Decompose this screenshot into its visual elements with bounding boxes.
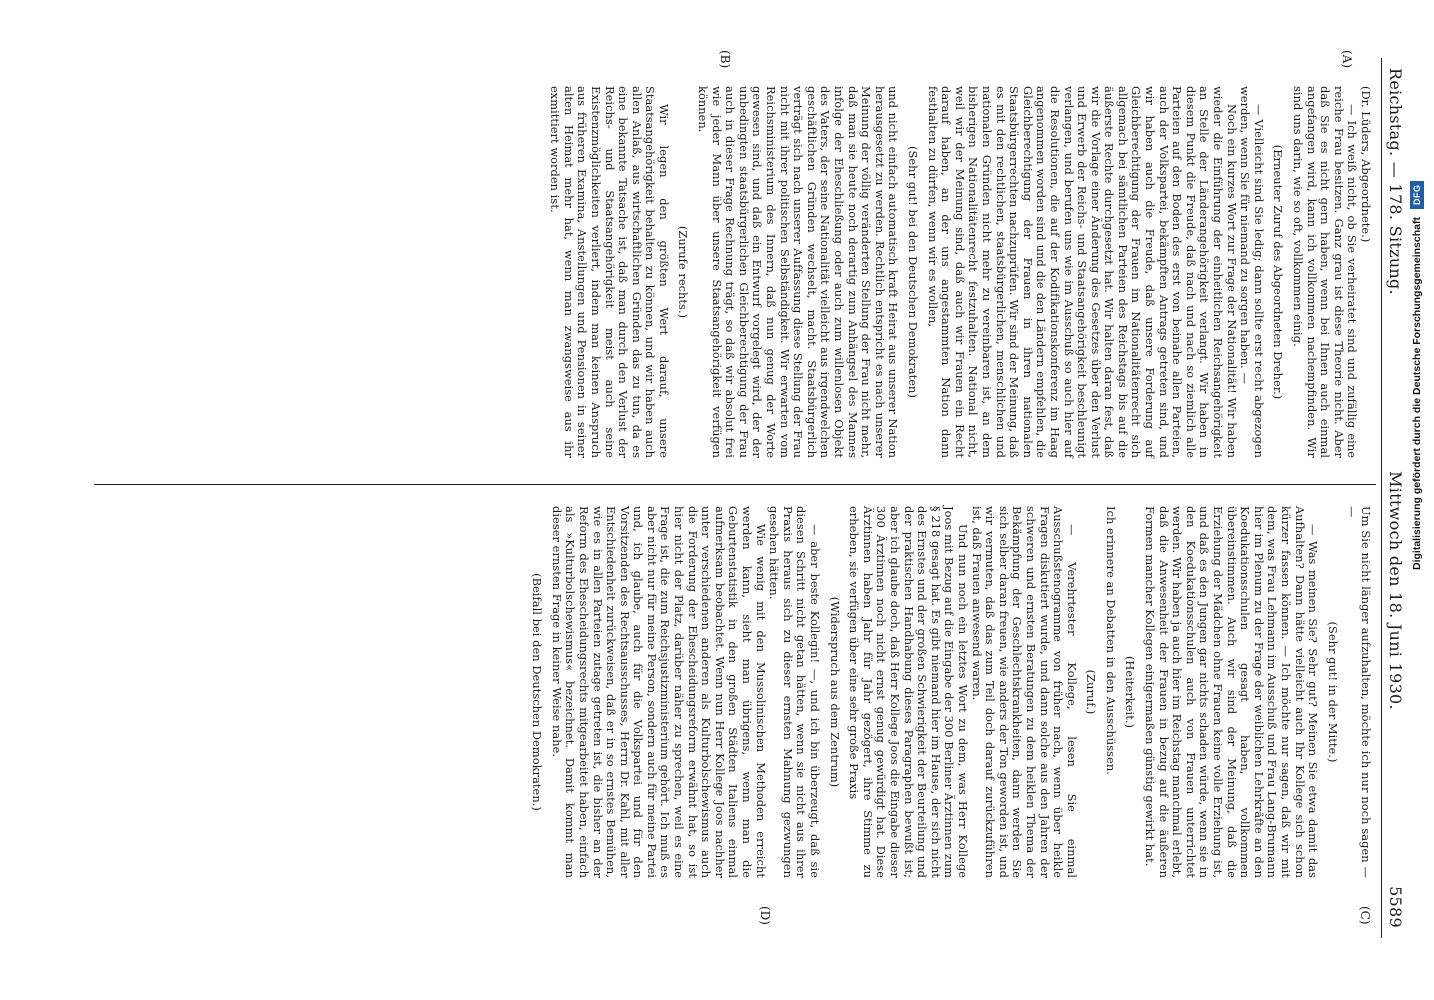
right-interjection: (Zuruf.) <box>1084 669 1099 715</box>
header-session: Reichstag. — 178. Sitzung. <box>1386 68 1405 295</box>
left-column <box>548 86 1372 458</box>
left-paragraph: — Vielleicht sind Sie ledig; dann sollte erst recht abgezogen werden, wenn Sie für niemand zu sorgen haben. — <box>1238 86 1266 458</box>
document-page <box>82 48 1412 948</box>
dfg-logo-icon: DFG <box>1410 181 1424 210</box>
header-rule <box>1381 58 1382 938</box>
margin-marker-a: (A) <box>1340 50 1354 69</box>
right-paragraph: Um Sie nicht länger aufzuhalten, möchte ich nur noch sagen — — <box>1345 506 1373 878</box>
right-paragraph: — Was meinen Sie? Sehr gut? Meinen Sie etwa damit das Aufhalten? Dann hätte vielleicht auch Ihr Kollege sich schon kürzer fassen können. — Ich möchte nur sagen, daß wir mit dem, was Frau Lehmann im Ausschuß und Frau Lang-Brumann hier im Plenum zu der Frage der weiblichen Lehrkräfte an den Koedukationsschulen gesagt haben, vollkommen übereinstimmen. Auch wir sind der Meinung, daß die Erziehung der Mädchen ohne Frauen keine volle Erziehung ist, und daß es den Jungen gar nichts schaden würde, wenn sie in den Koedukationsschulen auch von Frauen unterrichtet werden. Wir haben ja auch hier im Reichstag manchmal erlebt, daß die Anwesenheit der Frauen in bezug auf die äußeren Formen mancher Kollegen einigermaßen günstig gewirkt hat. <box>1143 506 1321 878</box>
right-paragraph: Und nun noch ein letztes Wort zu dem, was Herr Kollege Joos mit Bezug auf die Eingabe der 300 Berliner Ärztinnen zum § 218 gesagt hat. Es gibt niemand hier im Hause, der sich nicht des Ernstes und der großen Schwierigkeit der Beurteilung und der praktischen Handhabung dieses Paragraphen bewußt ist; aber ich glaube doch, daß Herr Kollege Joos die Eingabe dieser 300 Ärztinnen noch nicht ernst genug gewürdigt hat. Diese Ärztinnen haben Jahr für Jahr gezögert, ihre Stimme zu erheben, sie verfügen über eine sehr große Praxis <box>847 506 970 878</box>
left-paragraph: — Ich weiß nicht, ob Sie verheiratet sind und zufällig eine reiche Frau besitzen. Ganz grau ist diese Theorie nicht. Aber daß Sie es nicht gern haben, wenn bei Ihnen auch einmal angefangen wird, kann ich vollkommen nachempfinden. Wir sind uns darin, wie so oft, vollkommen einig. <box>1291 86 1360 458</box>
right-paragraph: Wie wenig mit den Mussolinischen Methoden erreicht werden kann, sieht man übrigens, wenn man die Geburtenstatistik in den großen Städten Italiens einmal aufmerksam beobachtet. Wenn nun Herr Kollege Joos nachher unter verschiedenen anderen als Kulturbolschewismus auch die Forderung der Ehescheidungsreform erwähnt hat, so ist hier nicht der Platz, darüber näher zu sprechen, weil es eine Frage ist, die zum Reichsjustizministerium gehört. Ich muß es aber nicht nur für meine Person, sondern auch für meine Partei und, ich glaube, auch für die Volkspartei und für den Vorsitzenden des Rechtsausschusses, Herrn Dr. Kahl, mit aller Entschiedenheit zurückweisen, daß er in so ernstes Bemühen, wie es in allen Parteien zutage getreten ist, die bisher an der Reform des Ehescheidungsrechts mitgearbeitet haben, einfach als »Kulturbolschewismus« bezeichnet. Damit kommt man dieser ernsten Frage in keiner Weise nahe. <box>549 506 768 878</box>
right-paragraph: — aber beste Kollegin! —, und ich bin überzeugt, daß sie diesen Schritt nicht getan hätten, wenn sie nicht aus ihrer Praxis heraus sich zu dieser ernsten Mahnung gezwungen gesehen hätten. <box>767 506 823 878</box>
margin-marker-b: (B) <box>718 50 732 69</box>
left-paragraph: und nicht einfach automatisch kraft Heirat aus unserer Nation herausgesetzt zu werden. Rechtlich entspricht es nach unserer Meinung der völlig veränderten Stellung der Frau nicht mehr, daß man sie heute noch derartig zum Anhängsel des Mannes infolge der Eheschließung oder auch zum willenlosen Objekt des Vaters, der seine Nationalität vielleicht aus irgendwelchen geschäftlichen Gründen wechselt, macht. Staatsbürgerlich verträgt sich nach unserer Auffassung diese Stellung der Frau nicht mit ihrer politischen Selbständigkeit. Wir erwarten vom Reichsministerium des Innern, daß nun genug der Worte gewesen sind, und daß ein Entwurf vorgelegt wird, der der unbedingten staatsbürgerlichen Gleichberechtigung der Frau auch in dieser Frage Rechnung trägt, so daß wir absolut frei wie jeder Mann über unsere Staatsangehörigkeit verfügen können. <box>696 86 901 458</box>
watermark-text: Digitalisierung gefördert durch die Deutsche Forschungsgemeinschaft <box>1411 217 1423 570</box>
column-divider <box>94 484 1376 485</box>
header-page-number: 5589 <box>1386 886 1405 928</box>
right-interjection: (Widerspruch aus dem Zentrum) <box>827 596 842 788</box>
digitization-watermark <box>1402 10 1432 570</box>
right-paragraph: Ich erinnere an Debatten in den Ausschüssen. <box>1103 506 1118 775</box>
left-interjection: (Erneuter Zuruf des Abgeordneten Dreher.) <box>1271 144 1286 400</box>
header-date: Mittwoch den 18. Juni 1930. <box>1386 471 1405 710</box>
left-interjection: (Zurufe rechts.) <box>676 225 691 319</box>
right-interjection: (Beifall bei den Deutschen Demokraten.) <box>530 573 545 811</box>
right-column <box>524 506 1372 878</box>
margin-marker-c: (C) <box>1358 906 1372 925</box>
left-paragraph: Noch ein kurzes Wort zur Frage der Nationalität! Wir haben wieder die Einführung der einheitlichen Reichsangehörigkeit an Stelle der Länderangehörigkeit verlangt. Wir haben in diesem Punkt die Freude, daß nach und nach so ziemlich alle Parteien auf den Boden des erst von beinahe allen Parteien, auch der Volkspartei, bekämpften Antrags getreten sind, und wir haben auch die Freude, daß unsere Forderung auf Gleichberechtigung der Frauen im Nationalitätenrecht sich allgemach bei sämtlichen Parteien des Reichstags bis auf die äußerste Rechte durchgesetzt hat. Wir halten daran fest, daß wir die Vorlage einer Änderung des Gesetzes über den Verlust und Erwerb der Reichs- und Staatsangehörigkeit beschleunigt verlangen, und berufen uns wie im Ausschuß so auch hier auf die Resolutionen, die auf der Kodifikationskonferenz im Haag angenommen worden sind und die den Ländern empfehlen, die Gleichberechtigung der Frauen in ihren nationalen Staatsbürgerrechten nachzuprüfen. Wir sind der Meinung, daß es mit den rechtlichen, staatsbürgerlichen, menschlichen und nationalen Gründen nicht mehr zu vereinbaren ist, an dem bisherigen Nationalitätenrecht festzuhalten. National nicht, weil wir der Meinung sind, daß auch wir Frauen ein Recht darauf haben, an der uns angestammten Nation dann festhalten zu dürfen, wenn wir es wollen, <box>925 86 1239 458</box>
right-interjection: (Heiterkeit.) <box>1123 655 1138 729</box>
left-interjection: (Sehr gut! bei den Deutschen Demokraten) <box>906 146 920 398</box>
margin-marker-d: (D) <box>758 906 772 925</box>
left-paragraph: Wir legen den größten Wert darauf, unsere Staatsangehörigkeit behalten zu können, und wir haben auch allen Anlaß, aus wirtschaftlichen Gründen das zu tun, da es eine bekannte Tatsache ist, daß man durch den Verlust der Reichs- und Staatsangehörigkeit meist auch seine Existenzmöglichkeiten verliert, indem man keinen Anspruch aus früheren Examina, Anstellungen und Pensionen in seiner alten Heimat mehr hat, wenn man zwangsweise aus ihr exmittiert worden ist. <box>548 86 671 458</box>
right-paragraph: — Verehrtester Kollege, lesen Sie einmal Ausschußstenogramme von früher nach, wenn über heikle Fragen diskutiert wurde, und dann solche aus den Jahren der schweren und ernsten Beratungen zu dem heiklen Thema der Bekämpfung der Geschlechtskrankheiten, dann werden Sie sich selber daran freuen, wie anders der Ton geworden ist, und wir vermuten, daß das zum Teil doch darauf zurückzuführen ist, daß Frauen anwesend waren. <box>969 506 1079 878</box>
left-paragraph: (Dr. Lüders, Abgeordnete.) <box>1359 86 1373 243</box>
right-interjection: (Sehr gut! in der Mitte.) <box>1325 621 1340 763</box>
